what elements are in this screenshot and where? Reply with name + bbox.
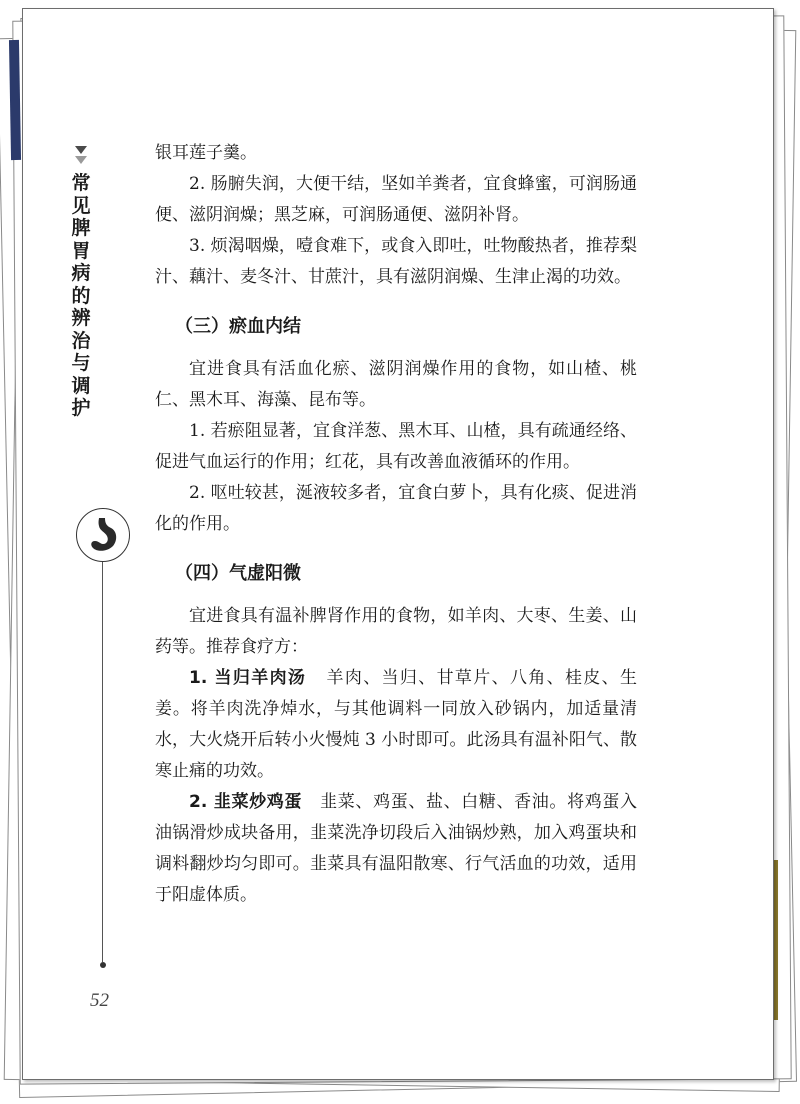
triangle-marker-icon [75, 146, 87, 154]
paragraph: 宜进食具有活血化瘀、滋阴润燥作用的食物，如山楂、桃仁、黑木耳、海藻、昆布等。 [155, 359, 637, 410]
running-side-title: 常见脾胃病的辨治与调护 [71, 172, 91, 419]
triangle-marker-icon [75, 156, 87, 164]
side-vertical-rule [102, 562, 103, 962]
paragraph: 3. 烦渴咽燥，噎食难下，或食入即吐，吐物酸热者，推荐梨汁、藕汁、麦冬汁、甘蔗汁，具有滋阴润燥、生津止渴的功效。 [155, 236, 637, 287]
book-edge-strip [9, 40, 21, 160]
recipe-title: 2. 韭菜炒鸡蛋 [189, 792, 303, 812]
section-heading: （四）气虚阳微 [175, 563, 301, 584]
recipe-paragraph [155, 663, 637, 787]
recipe-text: 韭菜、鸡蛋、盐、白糖、香油。将鸡蛋入油锅滑炒成块备用，韭菜洗净切段后入油锅炒熟，加入鸡蛋块和调料翻炒均匀即可。韭菜具有温阳散寒、行气活血的功效，适用于阳虚体质。 [155, 792, 637, 905]
body-text [155, 138, 637, 911]
section-heading: （三）瘀血内结 [175, 316, 301, 337]
paragraph: 银耳莲子羹。 [155, 143, 257, 163]
paragraph: 2. 肠腑失润，大便干结，坚如羊粪者，宜食蜂蜜，可润肠通便、滋阴润燥；黑芝麻，可润肠通便、滋阴补肾。 [155, 174, 637, 225]
paragraph: 1. 若瘀阻显著，宜食洋葱、黑木耳、山楂，具有疏通经络、促进气血运行的作用；红花，具有改善血液循环的作用。 [155, 421, 637, 472]
paragraph: 宜进食具有温补脾肾作用的食物，如羊肉、大枣、生姜、山药等。推荐食疗方： [155, 606, 637, 657]
recipe-title: 1. 当归羊肉汤 [189, 668, 307, 688]
stomach-emblem-icon [76, 508, 130, 562]
paragraph: 2. 呕吐较甚，涎液较多者，宜食白萝卜，具有化痰、促进消化的作用。 [155, 483, 637, 534]
recipe-paragraph [155, 787, 637, 911]
side-rule-dot [100, 962, 106, 968]
page-number: 52 [90, 990, 109, 1011]
recipe-text: 羊肉、当归、甘草片、八角、桂皮、生姜。将羊肉洗净焯水，与其他调料一同放入砂锅内，加适量清水，大火烧开后转小火慢炖 3 小时即可。此汤具有温补阳气、散寒止痛的功效。 [155, 668, 637, 781]
